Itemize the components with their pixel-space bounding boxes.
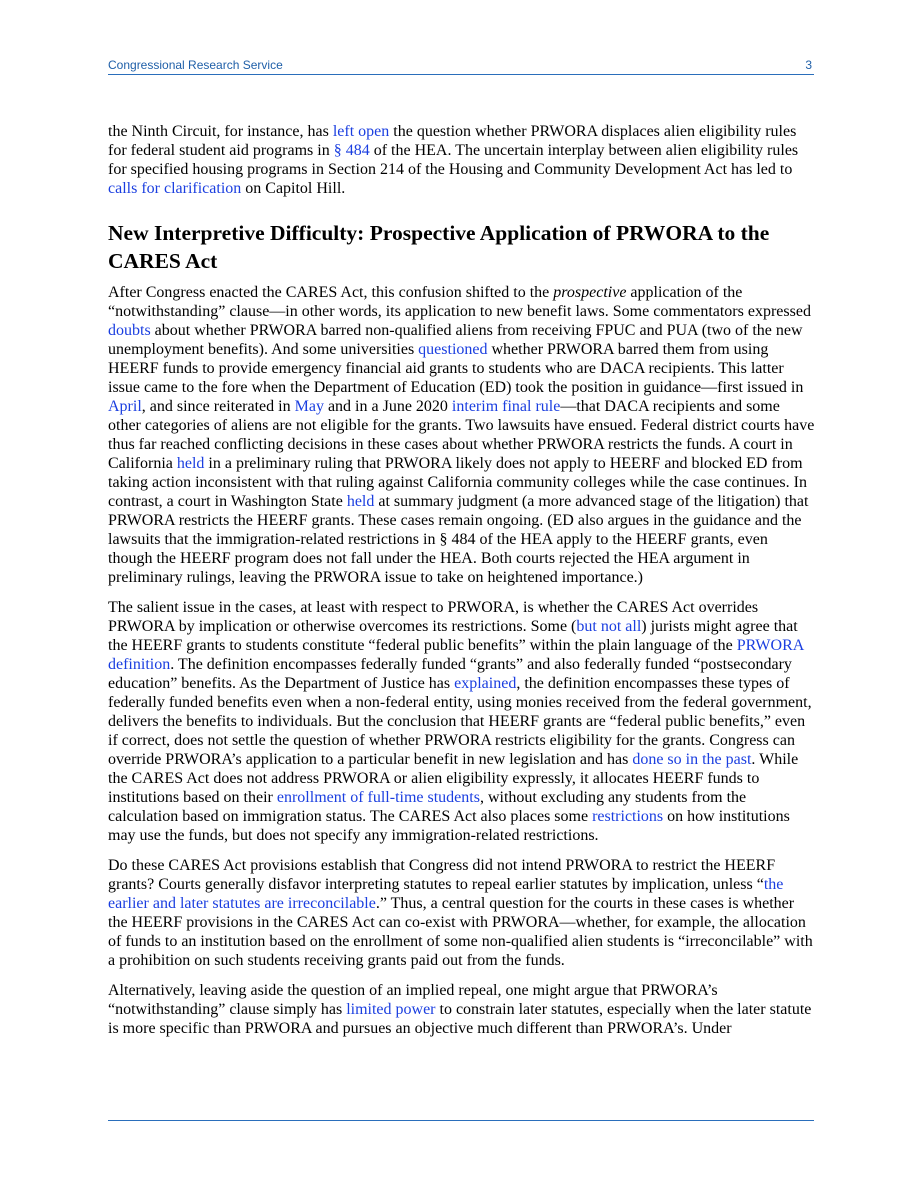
text: in a preliminary ruling that PRWORA likely does not apply to HEERF and blocked ED from taking action inconsistent with that ruling against California community colleges while the case continues. In contrast, a court in Washington State [108, 455, 807, 510]
text: at summary judgment (a more advanced stage of the litigation) that PRWORA restricts the HEERF grants. These cases remain ongoing. (ED also argues in the guidance and the lawsuits that the immigration-related restrictions in § 484 of the HEA apply to the HEERF grants, even though the HEERF program does not fall under the HEA. Both courts rejected the HEA argument in preliminary rulings, leaving the PRWORA issue to take on heightened importance.) [108, 493, 809, 586]
text: the question whether PRWORA displaces alien eligibility rules for federal student aid programs in [108, 123, 797, 159]
text: , and since reiterated in [141, 398, 295, 415]
link-but-not-all[interactable]: but not all [576, 618, 642, 635]
text: the Ninth Circuit, for instance, has [108, 123, 333, 140]
text: whether PRWORA barred them from using HEERF funds to provide emergency financial aid grants to students who are DACA recipients. This latter issue came to the fore when the Department of Education (ED) took the position in guidance—first issued in [108, 341, 804, 396]
link-held-california[interactable]: held [176, 455, 205, 472]
paragraph-1 [108, 122, 816, 198]
page-header [108, 58, 814, 75]
link-questioned[interactable]: questioned [418, 341, 488, 358]
link-done-so-in-the-past[interactable]: done so in the past [632, 751, 752, 768]
text: on how institutions may use the funds, but does not specify any immigration-related restrictions. [108, 808, 790, 844]
link-doubts[interactable]: doubts [108, 322, 151, 339]
section-heading: New Interpretive Difficulty: Prospective Application of PRWORA to the CARES Act [108, 221, 770, 273]
text: to constrain later statutes, especially when the later statute is more specific than PRWORA and pursues an objective much different than PRWORA’s. Under [108, 1001, 812, 1037]
organization-name: Congressional Research Service [108, 58, 283, 72]
link-held-washington[interactable]: held [346, 493, 375, 510]
link-enrollment-of-full-time-students[interactable]: enrollment of full-time students [276, 789, 480, 806]
paragraph-3 [108, 598, 816, 845]
paragraph-2 [108, 283, 816, 587]
text: Alternatively, leaving aside the question of an implied repeal, one might argue that PRWORA’s “notwithstanding” clause simply has [108, 982, 718, 1018]
document-body [108, 122, 816, 1049]
text: , without excluding any students from the calculation based on immigration status. The CARES Act also places some [108, 789, 747, 825]
text: The salient issue in the cases, at least with respect to PRWORA, is whether the CARES Act overrides PRWORA by implication or otherwise overcomes its restrictions. Some ( [108, 599, 759, 635]
text: . The definition encompasses federally funded “grants” and also federally funded “postsecondary education” benefits. As the Department of Justice has [108, 656, 792, 692]
text: of the HEA. The uncertain interplay between alien eligibility rules for specified housing programs in Section 214 of the Housing and Community Development Act has led to [108, 142, 799, 178]
text: ) jurists might agree that the HEERF grants to students constitute “federal public benefits” within the plain language of the [108, 618, 798, 654]
text: on Capitol Hill. [241, 180, 346, 197]
link-prwora-definition[interactable]: PRWORA definition [108, 637, 804, 673]
link-limited-power[interactable]: limited power [346, 1001, 436, 1018]
link-section-484[interactable]: § 484 [333, 142, 370, 159]
link-explained[interactable]: explained [454, 675, 517, 692]
footer-divider [108, 1120, 814, 1121]
text: —that DACA recipients and some other categories of aliens are not eligible for the grants. Two lawsuits have ensued. Federal district courts have thus far reached conflicting decisions in these cases about whether PRWORA restricts the funds. A court in California [108, 398, 815, 472]
link-interim-final-rule[interactable]: interim final rule [451, 398, 561, 415]
text: .” Thus, a central question for the courts in these cases is whether the HEERF provisions in the CARES Act can co-exist with PRWORA—whether, for example, the allocation of funds to an institution based on the enrollment of some non-qualified alien students is “irreconcilable” with a prohibition on such students receiving grants paid out from the funds. [108, 895, 813, 969]
paragraph-5 [108, 981, 816, 1038]
link-irreconcilable-statutes[interactable]: the earlier and later statutes are irreconcilable [108, 876, 784, 912]
page-number: 3 [805, 58, 812, 72]
paragraph-4 [108, 856, 816, 970]
link-left-open[interactable]: left open [332, 123, 390, 140]
link-may[interactable]: May [294, 398, 324, 415]
text: application of the “notwithstanding” clause—in other words, its application to new benefit laws. Some commentators expressed [108, 284, 811, 320]
link-april[interactable]: April [108, 398, 142, 415]
text: Do these CARES Act provisions establish that Congress did not intend PRWORA to restrict the HEERF grants? Courts generally disfavor interpreting statutes to repeal earlier statutes by implication, unless “ [108, 857, 776, 893]
text: After Congress enacted the CARES Act, this confusion shifted to the [108, 284, 554, 301]
link-restrictions[interactable]: restrictions [592, 808, 664, 825]
text: about whether PRWORA barred non-qualified aliens from receiving FPUC and PUA (two of the new unemployment benefits). And some universities [108, 322, 803, 358]
emphasis-prospective: prospective [553, 284, 627, 301]
text: and in a June 2020 [323, 398, 452, 415]
link-calls-for-clarification[interactable]: calls for clarification [108, 180, 242, 197]
text: , the definition encompasses these types of federally funded benefits even when a non-federal entity, using monies received from the federal government, delivers the benefits to individuals. But the conclusion that HEERF grants are “federal public benefits,” even if correct, does not settle the question of whether PRWORA restricts eligibility for the grants. Congress can override PRWORA’s application to a particular benefit in new legislation and has [108, 675, 812, 768]
text: . While the CARES Act does not address PRWORA or alien eligibility expressly, it allocates HEERF funds to institutions based on their [108, 751, 799, 806]
